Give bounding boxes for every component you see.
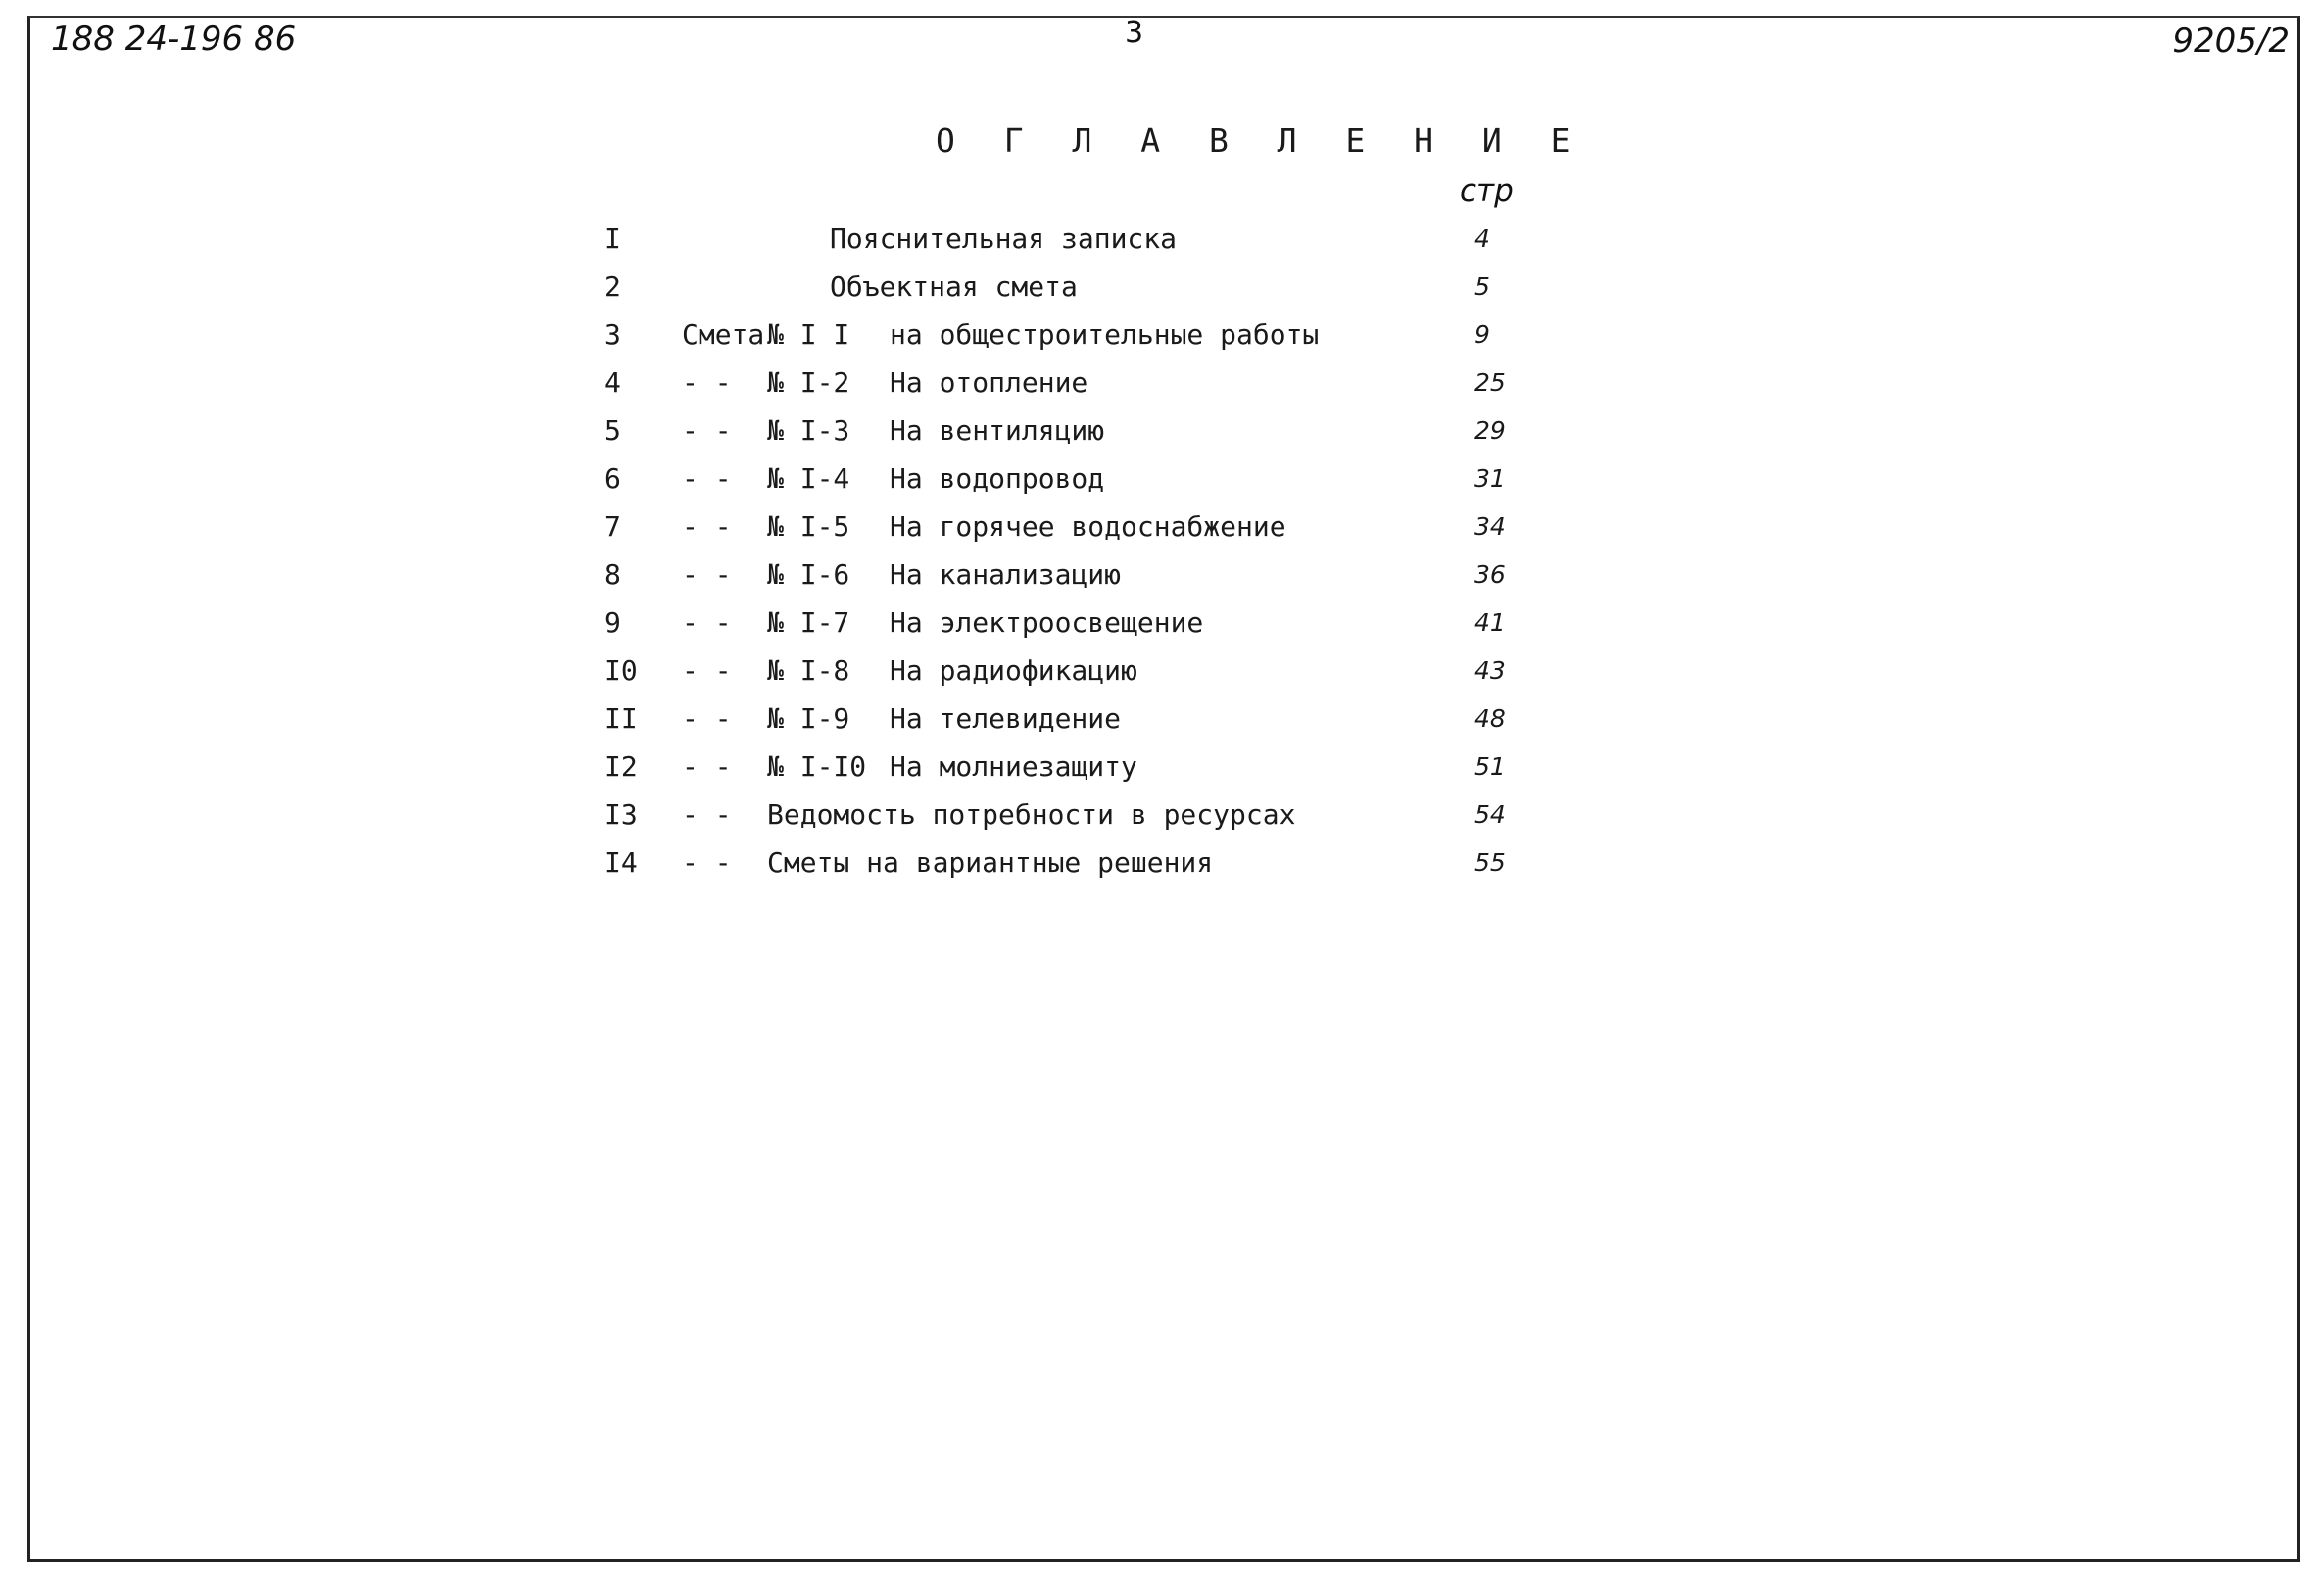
toc-row-number: I3 <box>604 798 638 831</box>
toc-row-number: 6 <box>604 462 621 495</box>
toc-row-description: На водопровод <box>890 462 1105 495</box>
document-code-left: 188 24-196 86 <box>51 20 297 59</box>
toc-row-description: Объектная смета <box>830 270 1078 303</box>
toc-row-page: 29 <box>1474 416 1506 445</box>
toc-row-estimate: № I-9 <box>767 702 850 735</box>
toc-row-number: 4 <box>604 366 621 399</box>
toc-row-lead: - - <box>682 606 732 639</box>
toc-row-page: 4 <box>1474 224 1490 253</box>
toc-row-page: 41 <box>1474 608 1506 637</box>
toc-row-description: На электроосвещение <box>890 606 1204 639</box>
toc-row-number: I2 <box>604 750 638 783</box>
toc-row-estimate: № I-I0 <box>767 750 867 783</box>
toc-row-description: На телевидение <box>890 702 1122 735</box>
toc-title: О Г Л А В Л Е Н И Е <box>936 121 1585 160</box>
toc-row <box>0 315 2319 363</box>
toc-row <box>0 459 2319 508</box>
toc-row-description: На радиофикацию <box>890 654 1137 687</box>
toc-row-description: Ведомость потребности в ресурсах <box>767 798 1296 831</box>
toc-row-estimate: № I-7 <box>767 606 850 639</box>
toc-row-page: 9 <box>1474 320 1490 349</box>
toc-row-estimate: № I-6 <box>767 558 850 591</box>
toc-row-estimate: № I I <box>767 318 850 351</box>
toc-row-description: на общестроительные работы <box>890 318 1320 351</box>
document-code-right: 9205/2 <box>2172 22 2290 61</box>
toc-row-description: На канализацию <box>890 558 1122 591</box>
toc-row-lead: - - <box>682 366 732 399</box>
toc-row-number: I0 <box>604 654 638 687</box>
toc-row <box>0 219 2319 267</box>
toc-row-number: I4 <box>604 846 638 879</box>
toc-row-number: 2 <box>604 270 621 303</box>
toc-row-description: На отопление <box>890 366 1088 399</box>
toc-row-lead: - - <box>682 846 732 879</box>
toc-row-page: 25 <box>1474 368 1506 397</box>
toc-row-lead: Смета <box>682 318 765 351</box>
toc-row-number: 8 <box>604 558 621 591</box>
toc-row-lead: - - <box>682 462 732 495</box>
toc-row-number: I <box>604 222 621 255</box>
toc-row-page: 34 <box>1474 512 1506 541</box>
toc-row-lead: - - <box>682 798 732 831</box>
toc-row-description: Сметы на вариантные решения <box>767 846 1214 879</box>
toc-row <box>0 844 2319 892</box>
toc-row <box>0 652 2319 700</box>
toc-row-number: 7 <box>604 510 621 543</box>
toc-row-lead: - - <box>682 654 732 687</box>
toc-row <box>0 508 2319 556</box>
toc-row-number: 3 <box>604 318 621 351</box>
toc-row-number: II <box>604 702 638 735</box>
toc-row-page: 43 <box>1474 656 1506 685</box>
toc-row <box>0 796 2319 844</box>
toc-row-page: 5 <box>1474 272 1490 301</box>
toc-row-description: На вентиляцию <box>890 414 1105 447</box>
toc-row-lead: - - <box>682 702 732 735</box>
toc-row-lead: - - <box>682 414 732 447</box>
toc-row-estimate: № I-8 <box>767 654 850 687</box>
toc-row-page: 48 <box>1474 704 1506 733</box>
toc-row <box>0 604 2319 652</box>
toc-row <box>0 700 2319 748</box>
toc-row <box>0 363 2319 411</box>
toc-row-lead: - - <box>682 558 732 591</box>
toc-row-number: 5 <box>604 414 621 447</box>
toc-row-lead: - - <box>682 750 732 783</box>
toc-row-lead: - - <box>682 510 732 543</box>
toc-row-page: 54 <box>1474 800 1506 829</box>
toc-row-page: 36 <box>1474 560 1506 589</box>
toc-row <box>0 556 2319 604</box>
toc-row-page: 31 <box>1474 464 1506 493</box>
toc-row-page: 51 <box>1474 752 1506 781</box>
page-column-label: стр <box>1460 173 1514 209</box>
toc-row-description: На молниезащиту <box>890 750 1137 783</box>
toc-row-number: 9 <box>604 606 621 639</box>
page-number: 3 <box>1125 16 1144 50</box>
toc-row-page: 55 <box>1474 848 1506 877</box>
toc-row-description: Пояснительная записка <box>830 222 1178 255</box>
toc-row <box>0 411 2319 459</box>
toc-row-description: На горячее водоснабжение <box>890 510 1286 543</box>
toc-row-estimate: № I-2 <box>767 366 850 399</box>
toc-row-estimate: № I-4 <box>767 462 850 495</box>
toc-row-estimate: № I-5 <box>767 510 850 543</box>
toc-row <box>0 267 2319 315</box>
toc-row <box>0 748 2319 796</box>
toc-row-estimate: № I-3 <box>767 414 850 447</box>
